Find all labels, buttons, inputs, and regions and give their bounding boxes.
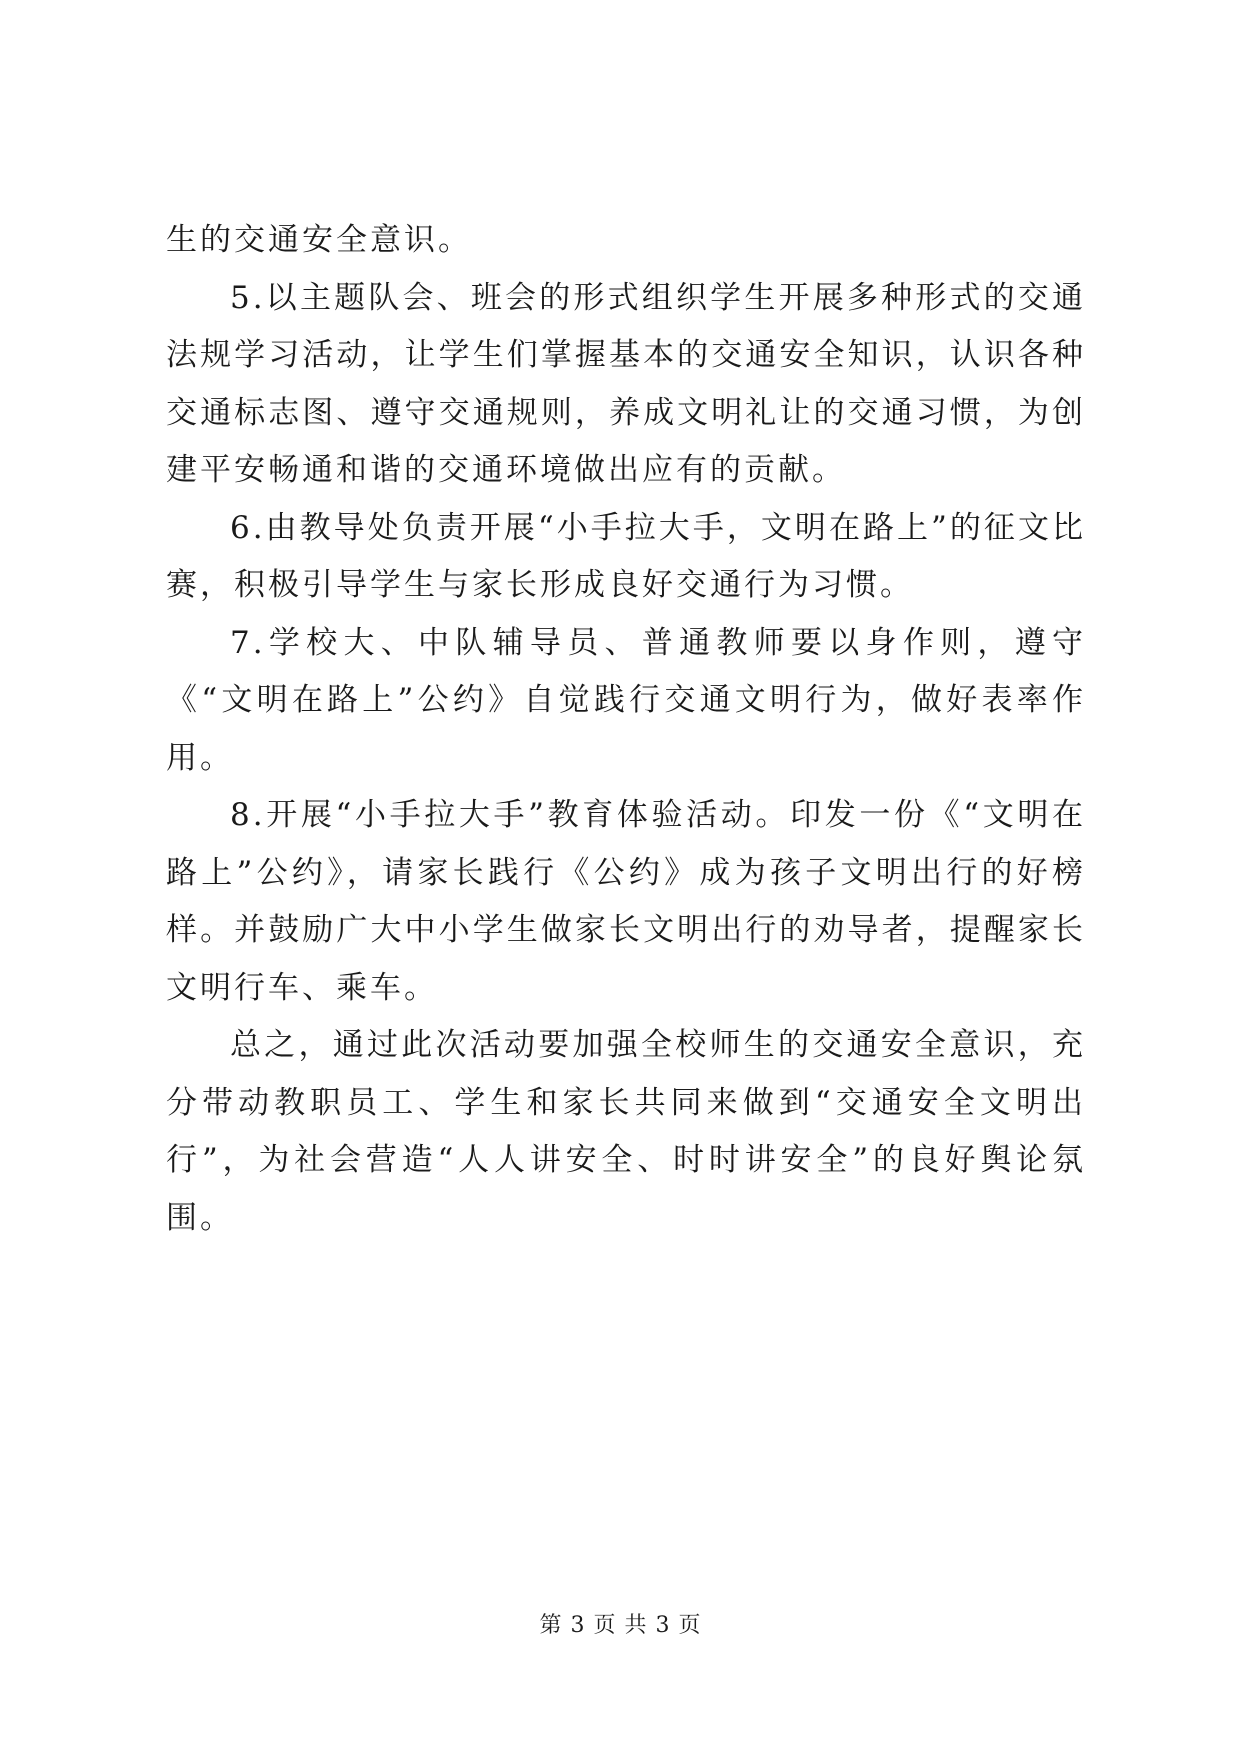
- paragraph-item-6: 6.由教导处负责开展“小手拉大手，文明在路上”的征文比赛，积极引导学生与家长形成良好交通行为习惯。: [166, 509, 1086, 603]
- paragraph-item-7: 7.学校大、中队辅导员、普通教师要以身作则，遵守《“文明在路上”公约》自觉践行交通文明行为，做好表率作用。: [166, 624, 1086, 776]
- page-number-footer: 第 3 页 共 3 页: [539, 1613, 702, 1638]
- paragraph-item-8: 8.开展“小手拉大手”教育体验活动。印发一份《“文明在路上”公约》，请家长践行《公约》成为孩子文明出行的好榜样。并鼓励广大中小学生做家长文明出行的劝导者，提醒家长文明行车、乘车。: [166, 797, 1086, 1006]
- paragraph-conclusion: 总之，通过此次活动要加强全校师生的交通安全意识，充分带动教职员工、学生和家长共同来做到“交通安全文明出行”，为社会营造“人人讲安全、时时讲安全”的良好舆论氛围。: [166, 1027, 1086, 1236]
- document-body: [166, 212, 1086, 1247]
- paragraph-item-5: 5.以主题队会、班会的形式组织学生开展多种形式的交通法规学习活动，让学生们掌握基本的交通安全知识，认识各种交通标志图、遵守交通规则，养成文明礼让的交通习惯，为创建平安畅通和谐的交通环境做出应有的贡献。: [166, 279, 1086, 488]
- paragraph-continuation: 生的交通安全意识。: [166, 222, 472, 258]
